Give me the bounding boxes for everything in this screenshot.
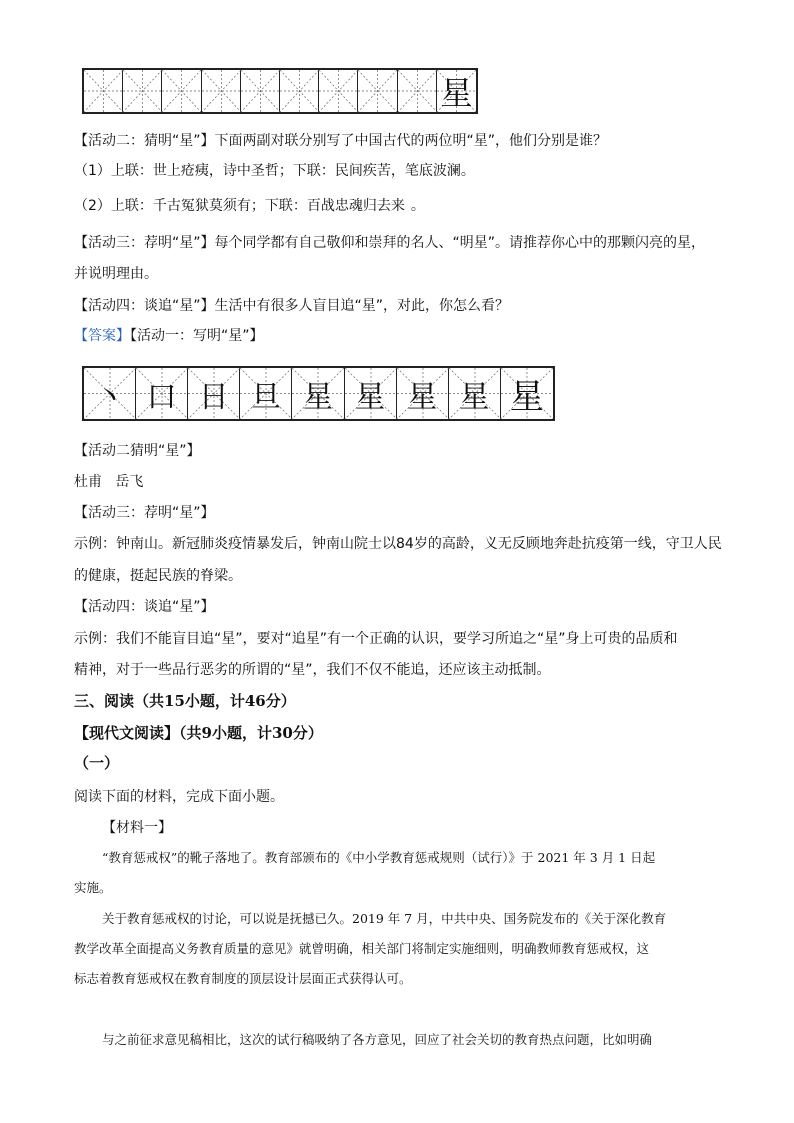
material1-p1-line1: “教育惩戒权”的靴子落地了。教育部颁布的《中小学教育惩戒规则（试行）》于 2021 年 3 月 1 日起 bbox=[102, 850, 656, 865]
material1-p3-line1: 与之前征求意见稿相比，这次的试行稿吸纳了各方意见，回应了社会关切的教育热点问题，比如明确 bbox=[102, 1032, 653, 1047]
answer-activity3-line2: 的健康，挺起民族的脊梁。 bbox=[74, 568, 242, 584]
grid-cell: 星 bbox=[397, 368, 449, 419]
grid-cell: 口 bbox=[136, 368, 188, 419]
answer-line bbox=[74, 326, 264, 346]
grid-cell bbox=[84, 70, 123, 112]
answer-activity3-title: 【活动三：荐明“星”】 bbox=[74, 505, 215, 521]
character-grid-practice bbox=[82, 68, 478, 114]
grid-cell bbox=[358, 70, 397, 112]
material1-p2-line1: 关于教育惩戒权的讨论，可以说是抚撼已久。2019 年 7 月，中共中央、国务院发布的《关于深化教育 bbox=[102, 911, 667, 926]
grid-cell bbox=[319, 70, 358, 112]
grid-cell: 旦 bbox=[240, 368, 292, 419]
activity3-question-line2: 并说明理由。 bbox=[74, 266, 158, 282]
answer-activity4-title: 【活动四：谈追“星”】 bbox=[74, 599, 215, 615]
grid-cell bbox=[280, 70, 319, 112]
grid-cell: 丶 bbox=[84, 368, 136, 419]
grid-cell bbox=[162, 70, 201, 112]
grid-cell: 星 bbox=[449, 368, 501, 419]
grid-cell bbox=[202, 70, 241, 112]
couplet-2-text: （2）上联：千古冤狱莫须有；下联：百战忠魂归去来 bbox=[74, 198, 405, 214]
grid-cell bbox=[398, 70, 437, 112]
answer-activity1: 【活动一：写明“星”】 bbox=[130, 328, 264, 344]
answer-activity2-title: 【活动二猜明“星”】 bbox=[74, 443, 201, 459]
answer-activity2-body: 杜甫 岳飞 bbox=[74, 474, 144, 490]
material1-p1-line2: 实施。 bbox=[74, 880, 112, 895]
grid-cell: 星 bbox=[345, 368, 397, 419]
couplet-2-period: 。 bbox=[410, 198, 425, 214]
answer-activity4-line1: 示例：我们不能盲目追“星”，要对“追星”有一个正确的认识，要学习所追之“星”身上可贵的品质和 bbox=[74, 631, 678, 647]
stroke-order-grid bbox=[82, 366, 555, 421]
grid-cell: 日 bbox=[188, 368, 240, 419]
material1-title: 【材料一】 bbox=[102, 820, 172, 836]
couplet-2 bbox=[74, 196, 425, 216]
part-one-label: （一） bbox=[74, 754, 120, 772]
modern-reading-title: 【现代文阅读】（共9小题，计30分） bbox=[74, 724, 323, 742]
activity3-question-line1: 【活动三：荐明“星”】每个同学都有自己敬仰和崇拜的名人、“明星”。请推荐你心中的那颗闪亮的星， bbox=[74, 235, 706, 251]
grid-cell bbox=[123, 70, 162, 112]
couplet-1: （1）上联：世上疮痍，诗中圣哲；下联：民间疾苦，笔底波澜。 bbox=[74, 163, 475, 179]
grid-cell: 星 bbox=[292, 368, 344, 419]
answer-tag: 【答案】 bbox=[74, 328, 130, 344]
activity4-question: 【活动四：谈追“星”】生活中有很多人盲目追“星”，对此，你怎么看？ bbox=[74, 298, 510, 314]
material1-p2-line2: 教学改革全面提高义务教育质量的意见》就曾明确，相关部门将制定实施细则，明确教师教育惩戒权，这 bbox=[74, 941, 650, 956]
grid-cell bbox=[241, 70, 280, 112]
answer-activity4-line2: 精神，对于一些品行恶劣的所谓的“星”，我们不仅不能追，还应该主动抵制。 bbox=[74, 662, 551, 678]
answer-activity3-line1: 示例：钟南山。新冠肺炎疫情暴发后，钟南山院士以84岁的高龄，义无反顾地奔赴抗疫第一线，守卫人民 bbox=[74, 536, 722, 552]
section3-title: 三、阅读（共15小题，计46分） bbox=[74, 692, 296, 710]
activity2-question: 【活动二：猜明“星”】下面两副对联分别写了中国古代的两位明“星”，他们分别是谁？ bbox=[74, 133, 608, 149]
grid-cell: 星 bbox=[501, 368, 553, 419]
reading-instruction: 阅读下面的材料，完成下面小题。 bbox=[74, 789, 284, 805]
material1-p2-line3: 标志着教育惩戒权在教育制度的顶层设计层面正式获得认可。 bbox=[74, 971, 412, 986]
grid-cell: 星 bbox=[437, 70, 476, 112]
